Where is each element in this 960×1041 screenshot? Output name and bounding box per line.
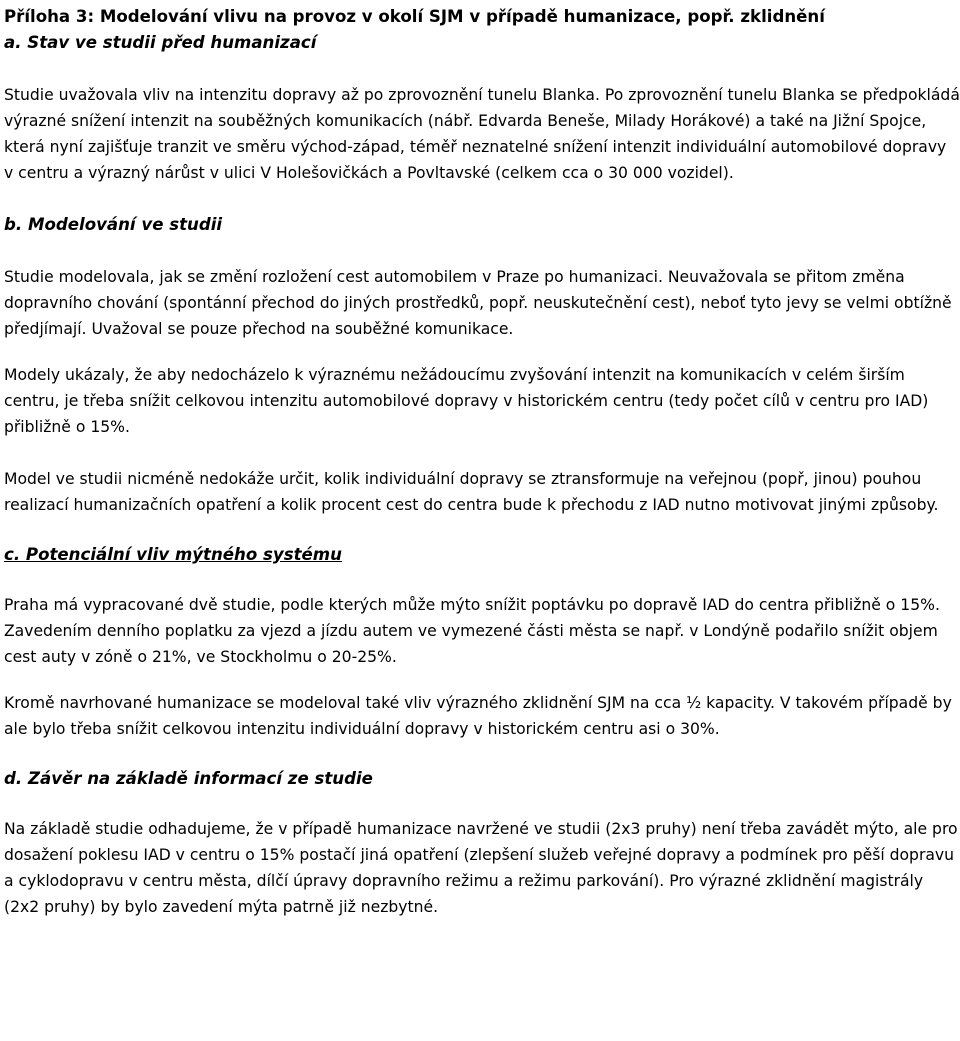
section-d-heading xyxy=(4,766,960,792)
section-b-paragraph-3: Model ve studii nicméně nedokáže určit, kolik individuální dopravy se ztransformuje na veřejnou (popř, jinou) pouhou realizací humanizačních opatření a kolik procent cest do centra bude k přechodu z IAD nutno motivovat jinými způsoby. xyxy=(4,470,939,514)
section-d-paragraph-1: Na základě studie odhadujeme, že v případě humanizace navržené ve studii (2x3 pruhy) není třeba zavádět mýto, ale pro dosažení poklesu IAD v centru o 15% postačí jiná opatření (zlepšení služeb veřejné dopravy a podmínek pro pěší dopravu a cyklodopravu v centru města, dílčí úpravy dopravního režimu a režimu parkování). Pro výrazné zklidnění magistrály (2x2 pruhy) by bylo zavedení mýta patrně již nezbytné. xyxy=(4,820,958,916)
section-c-heading-text: c. Potenciální vliv mýtného systému xyxy=(4,545,342,564)
section-c-paragraph-2: Kromě navrhované humanizace se modeloval také vliv výrazného zklidnění SJM na cca ½ kapacity. V takovém případě by ale bylo třeba snížit celkovou intenzitu individuální dopravy v historickém centru asi o 30%. xyxy=(4,694,952,738)
section-a-paragraph-1: Studie uvažovala vliv na intenzitu dopravy až po zprovoznění tunelu Blanka. Po zprovoznění tunelu Blanka se předpokládá výrazné snížení intenzit na souběžných komunikacích (nábř. Edvarda Beneše, Milady Horákové) a také na Jižní Spojce, která nyní zajišťuje tranzit ve směru východ-západ, téměř neznatelné snížení intenzit individuální automobilové dopravy v centru a výrazný nárůst v ulici V Holešovičkách a Povltavské (celkem cca o 30 000 vozidel). xyxy=(4,86,960,182)
section-b-heading: b. Modelování ve studii xyxy=(4,215,223,234)
section-d-heading-text: d. Závěr na základě informací ze studie xyxy=(4,769,373,788)
section-c-paragraph-1: Praha má vypracované dvě studie, podle kterých může mýto snížit poptávku po dopravě IAD do centra přibližně o 15%. Zavedením denního poplatku za vjezd a jízdu autem ve vymezené části města se např. v Londýně podařilo snížit objem cest auty v zóně o 21%, ve Stockholmu o 20-25%. xyxy=(4,596,940,666)
section-b-paragraph-2: Modely ukázaly, že aby nedocházelo k výraznému nežádoucímu zvyšování intenzit na komunikacích v celém širším centru, je třeba snížit celkovou intenzitu automobilové dopravy v historickém centru (tedy počet cílů v centru pro IAD) přibližně o 15%. xyxy=(4,366,929,436)
document-title: Příloha 3: Modelování vlivu na provoz v okolí SJM v případě humanizace, popř. zklidnění xyxy=(4,7,825,26)
section-c-heading xyxy=(4,542,960,568)
section-a-heading: a. Stav ve studii před humanizací xyxy=(4,33,317,52)
section-b-paragraph-1: Studie modelovala, jak se změní rozložení cest automobilem v Praze po humanizaci. Neuvažovala se přitom změna dopravního chování (spontánní přechod do jiných prostředků, popř. neuskutečnění cest), neboť tyto jevy se velmi obtížně předjímají. Uvažoval se pouze přechod na souběžné komunikace. xyxy=(4,268,952,338)
